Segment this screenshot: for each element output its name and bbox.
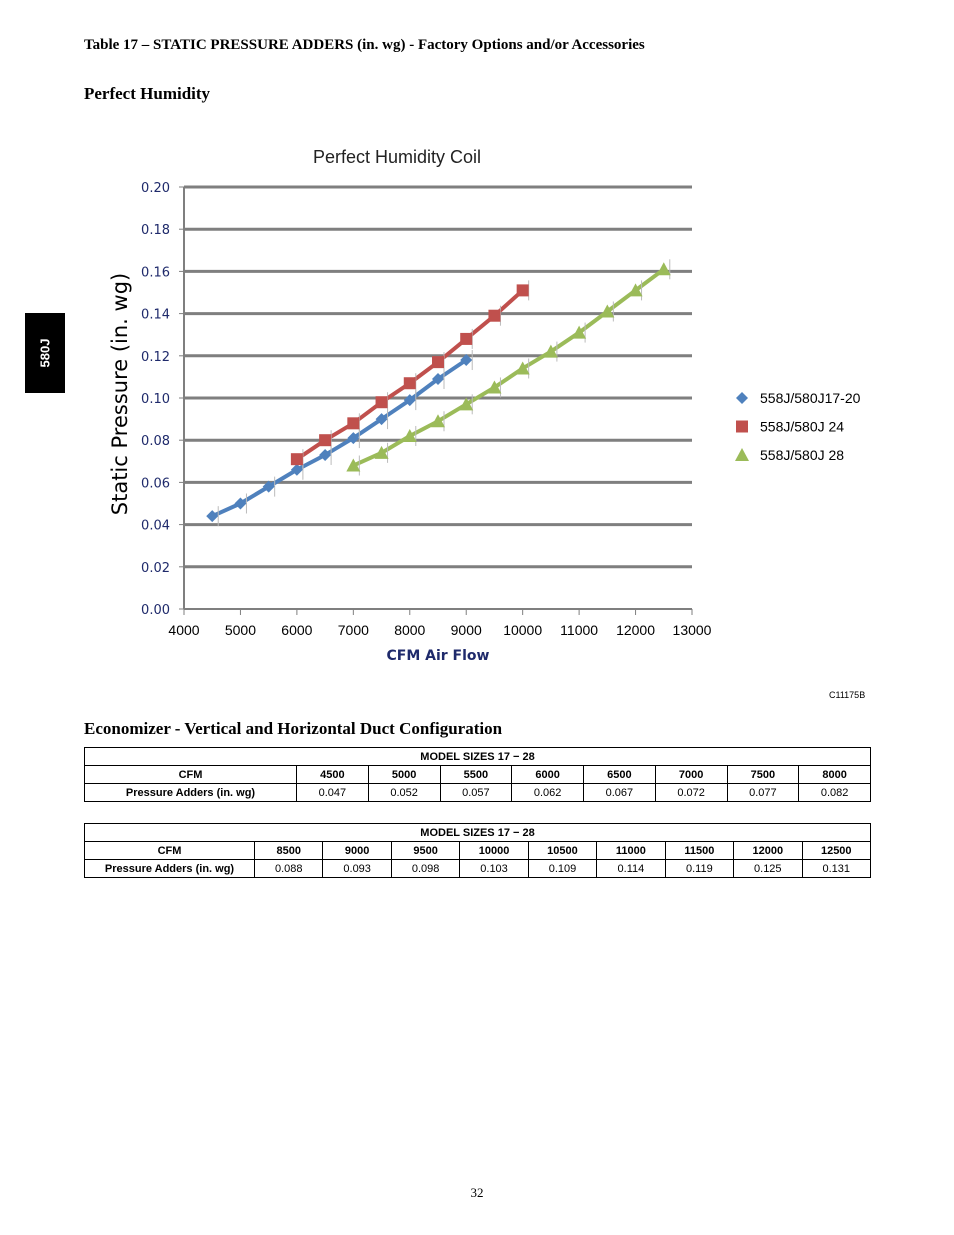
adder-cell: 0.077 xyxy=(727,784,799,802)
y-tick-label: 0.16 xyxy=(141,265,170,281)
cfm-cell: 11500 xyxy=(665,842,733,860)
y-tick-label: 0.02 xyxy=(141,560,170,576)
x-tick-label: 7000 xyxy=(337,622,369,638)
y-tick-label: 0.04 xyxy=(141,518,170,534)
model-sizes-row xyxy=(85,748,871,766)
legend-marker xyxy=(736,392,748,404)
data-point xyxy=(319,434,331,446)
adder-cell: 0.047 xyxy=(297,784,369,802)
x-tick-label: 8000 xyxy=(394,622,426,638)
legend-marker xyxy=(736,421,748,433)
cfm-cell: 7500 xyxy=(727,766,799,784)
data-point xyxy=(657,262,671,275)
y-tick-label: 0.08 xyxy=(141,434,170,450)
cfm-cell: 8000 xyxy=(799,766,871,784)
economizer-table-2 xyxy=(84,823,871,878)
cfm-cell: 10500 xyxy=(528,842,596,860)
y-tick-label: 0.20 xyxy=(141,181,170,196)
x-tick-label: 11000 xyxy=(560,622,599,638)
model-sizes-row xyxy=(85,824,871,842)
x-axis-label: CFM Air Flow xyxy=(386,648,490,664)
adder-cell: 0.098 xyxy=(391,860,459,878)
x-tick-label: 12000 xyxy=(616,622,656,638)
adder-cell: 0.093 xyxy=(323,860,391,878)
cfm-row xyxy=(85,842,871,860)
cfm-cell: 4500 xyxy=(297,766,369,784)
pressure-adders-label: Pressure Adders (in. wg) xyxy=(85,860,255,878)
legend-marker xyxy=(735,448,749,461)
cfm-cell: 9500 xyxy=(391,842,459,860)
adder-cell: 0.082 xyxy=(799,784,871,802)
cfm-cell: 5500 xyxy=(440,766,512,784)
series-line xyxy=(353,269,663,465)
adder-cell: 0.109 xyxy=(528,860,596,878)
chart-title: Perfect Humidity Coil xyxy=(312,147,482,167)
y-tick-label: 0.18 xyxy=(141,223,170,239)
y-tick-label: 0.12 xyxy=(141,349,170,365)
x-tick-label: 9000 xyxy=(450,622,482,638)
legend-label: 558J/580J 24 xyxy=(760,418,845,435)
adder-cell: 0.119 xyxy=(665,860,733,878)
cfm-cell: 10000 xyxy=(460,842,528,860)
side-tab-label: 580J xyxy=(37,338,53,368)
adder-cell: 0.103 xyxy=(460,860,528,878)
adder-cell: 0.131 xyxy=(802,860,871,878)
data-point xyxy=(291,453,303,465)
table-title: Table 17 – STATIC PRESSURE ADDERS (in. wg) - Factory Options and/or Accessories xyxy=(84,37,645,53)
y-tick-label: 0.14 xyxy=(141,307,170,323)
x-tick-label: 6000 xyxy=(281,622,313,638)
pressure-adders-label: Pressure Adders (in. wg) xyxy=(85,784,297,802)
adder-cell: 0.057 xyxy=(440,784,512,802)
cfm-label: CFM xyxy=(85,766,297,784)
data-point xyxy=(488,310,500,322)
legend-label: 558J/580J 28 xyxy=(760,447,845,463)
page-number: 32 xyxy=(470,1185,484,1200)
cfm-cell: 12500 xyxy=(802,842,871,860)
data-point xyxy=(517,284,529,296)
cfm-cell: 6000 xyxy=(512,766,584,784)
data-point xyxy=(206,510,218,522)
cfm-row xyxy=(85,766,871,784)
section-heading-perfect-humidity: Perfect Humidity xyxy=(84,84,211,103)
data-point xyxy=(432,356,444,368)
legend-label: 558J/580J17-20 xyxy=(760,390,861,406)
data-point xyxy=(347,417,359,429)
cfm-cell: 12000 xyxy=(734,842,802,860)
pressure-adders-row xyxy=(85,860,871,878)
series-line xyxy=(212,360,466,516)
section-heading-economizer: Economizer - Vertical and Horizontal Duct Configuration xyxy=(84,719,503,738)
x-tick-label: 10000 xyxy=(503,622,543,638)
y-axis-label: Static Pressure (in. wg) xyxy=(108,272,132,516)
figure-code: C11175B xyxy=(829,690,866,700)
adder-cell: 0.067 xyxy=(584,784,656,802)
model-sizes-header: MODEL SIZES 17 − 28 xyxy=(85,824,871,842)
cfm-cell: 9000 xyxy=(323,842,391,860)
y-tick-label: 0.06 xyxy=(141,476,170,492)
data-point xyxy=(376,396,388,408)
cfm-cell: 5000 xyxy=(368,766,440,784)
pressure-adders-row xyxy=(85,784,871,802)
economizer-table-1 xyxy=(84,747,871,802)
cfm-cell: 7000 xyxy=(655,766,727,784)
cfm-cell: 11000 xyxy=(597,842,665,860)
adder-cell: 0.125 xyxy=(734,860,802,878)
cfm-cell: 6500 xyxy=(584,766,656,784)
adder-cell: 0.072 xyxy=(655,784,727,802)
data-point xyxy=(404,377,416,389)
x-tick-label: 5000 xyxy=(224,622,257,638)
x-tick-label: 13000 xyxy=(672,622,712,638)
y-tick-label: 0.00 xyxy=(141,603,170,618)
model-sizes-header: MODEL SIZES 17 − 28 xyxy=(85,748,871,766)
adder-cell: 0.052 xyxy=(368,784,440,802)
data-point xyxy=(460,333,472,345)
adder-cell: 0.088 xyxy=(255,860,323,878)
cfm-label: CFM xyxy=(85,842,255,860)
cfm-cell: 8500 xyxy=(255,842,323,860)
x-tick-label: 4000 xyxy=(168,622,200,638)
adder-cell: 0.114 xyxy=(597,860,665,878)
adder-cell: 0.062 xyxy=(512,784,584,802)
y-tick-label: 0.10 xyxy=(141,392,170,407)
